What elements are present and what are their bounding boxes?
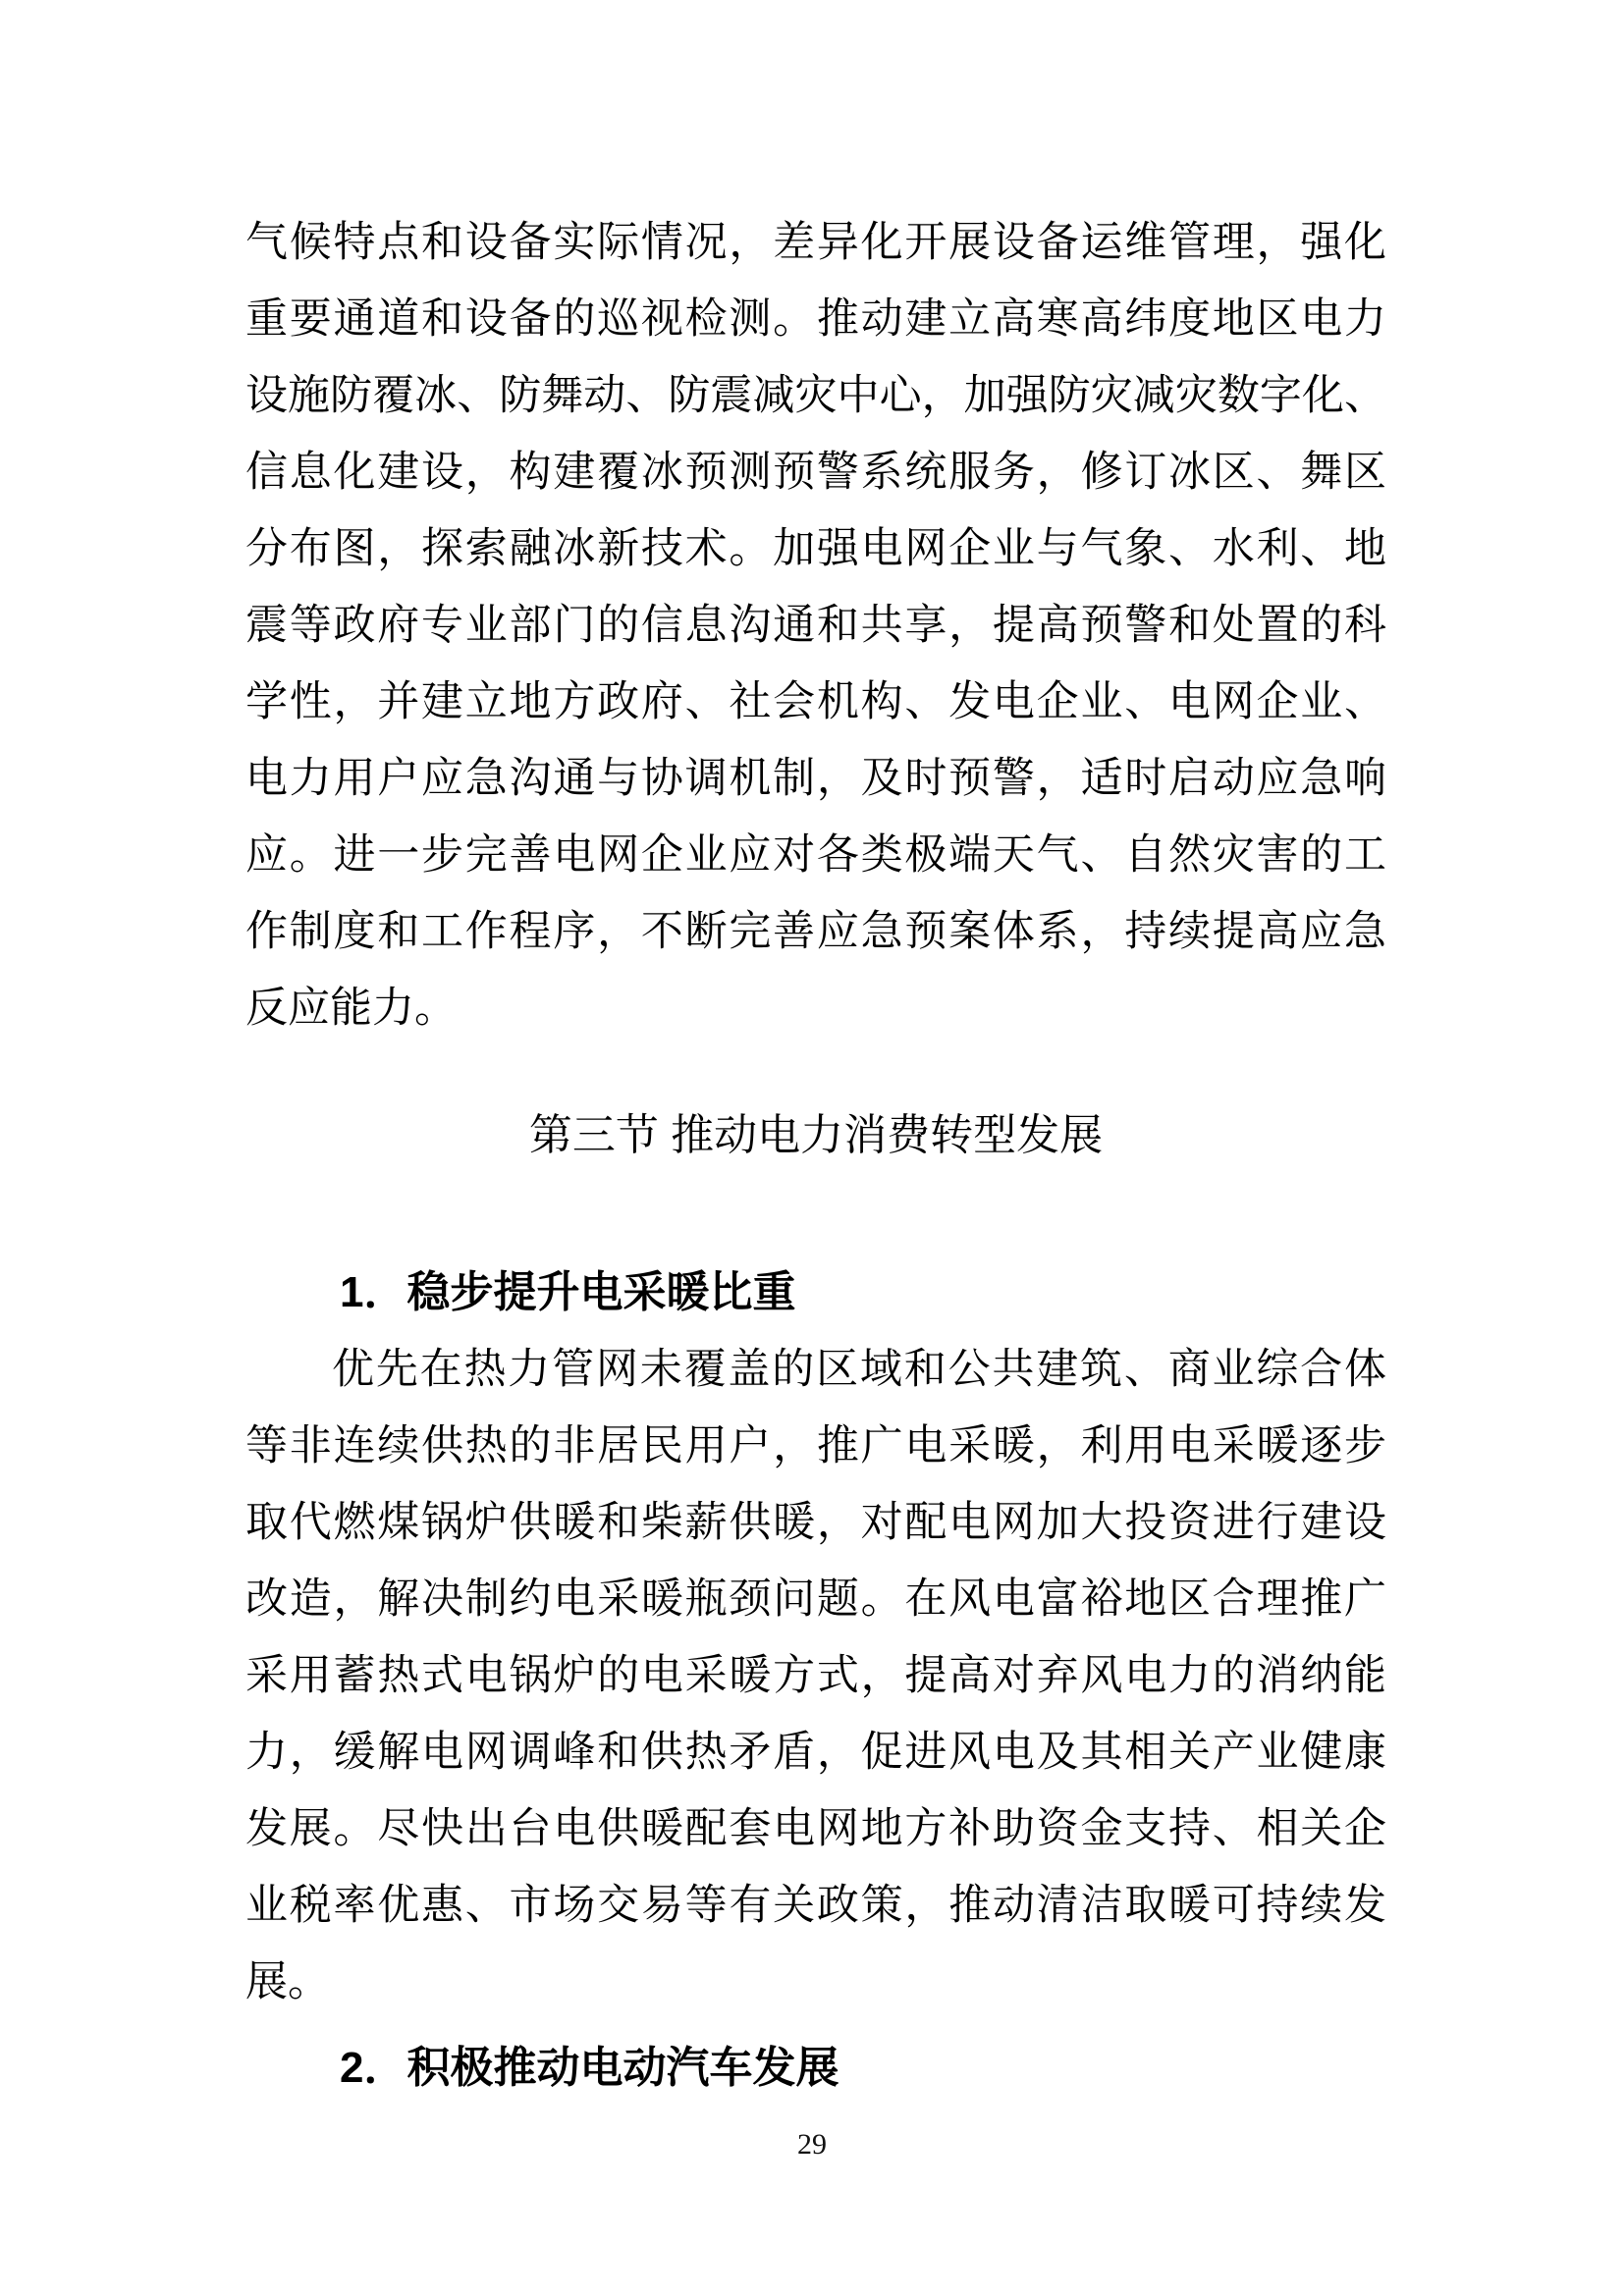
body-text-line: 气候特点和设备实际情况，差异化开展设备运维管理，强化: [245, 219, 1386, 266]
body-text-line: 学性，并建立地方政府、社会机构、发电企业、电网企业、: [245, 678, 1386, 725]
subheading-2: 2．积极推动电动汽车发展: [340, 2044, 839, 2092]
body-text-line: 反应能力。: [245, 985, 457, 1032]
section-heading: 第三节 推动电力消费转型发展: [528, 1111, 1104, 1159]
body-text-line: 震等政府专业部门的信息沟通和共享，提高预警和处置的科: [245, 602, 1386, 649]
body-text-line: 业税率优惠、市场交易等有关政策，推动清洁取暖可持续发: [245, 1882, 1386, 1929]
body-text-line: 电力用户应急沟通与协调机制，及时预警，适时启动应急响: [245, 755, 1386, 802]
body-text-line: 应。进一步完善电网企业应对各类极端天气、自然灾害的工: [245, 831, 1386, 879]
body-text-line: 取代燃煤锅炉供暖和柴薪供暖，对配电网加大投资进行建设: [245, 1499, 1386, 1546]
body-text-line: 优先在热力管网未覆盖的区域和公共建筑、商业综合体: [332, 1346, 1386, 1393]
body-text-line: 力，缓解电网调峰和供热矛盾，促进风电及其相关产业健康: [245, 1729, 1386, 1776]
body-text-line: 等非连续供热的非居民用户，推广电采暖，利用电采暖逐步: [245, 1422, 1386, 1469]
body-text-line: 重要通道和设备的巡视检测。推动建立高寒高纬度地区电力: [245, 295, 1386, 343]
body-text-line: 改造，解决制约电采暖瓶颈问题。在风电富裕地区合理推广: [245, 1575, 1386, 1623]
body-text-line: 设施防覆冰、防舞动、防震减灾中心，加强防灾减灾数字化、: [245, 372, 1386, 419]
body-text-line: 信息化建设，构建覆冰预测预警系统服务，修订冰区、舞区: [245, 449, 1386, 496]
body-text-line: 作制度和工作程序，不断完善应急预案体系，持续提高应急: [245, 908, 1386, 955]
body-text-line: 分布图，探索融冰新技术。加强电网企业与气象、水利、地: [245, 525, 1386, 572]
body-text-line: 展。: [245, 1958, 330, 2005]
paragraph-2: [245, 1331, 1386, 2020]
page-number: 29: [797, 2128, 827, 2161]
body-text-line: 采用蓄热式电锅炉的电采暖方式，提高对弃风电力的消纳能: [245, 1652, 1386, 1699]
paragraph-1: [245, 204, 1386, 1046]
body-text-line: 发展。尽快出台电供暖配套电网地方补助资金支持、相关企: [245, 1805, 1386, 1852]
text-column: [245, 204, 1386, 2107]
subheading-1: 1．稳步提升电采暖比重: [340, 1268, 796, 1316]
